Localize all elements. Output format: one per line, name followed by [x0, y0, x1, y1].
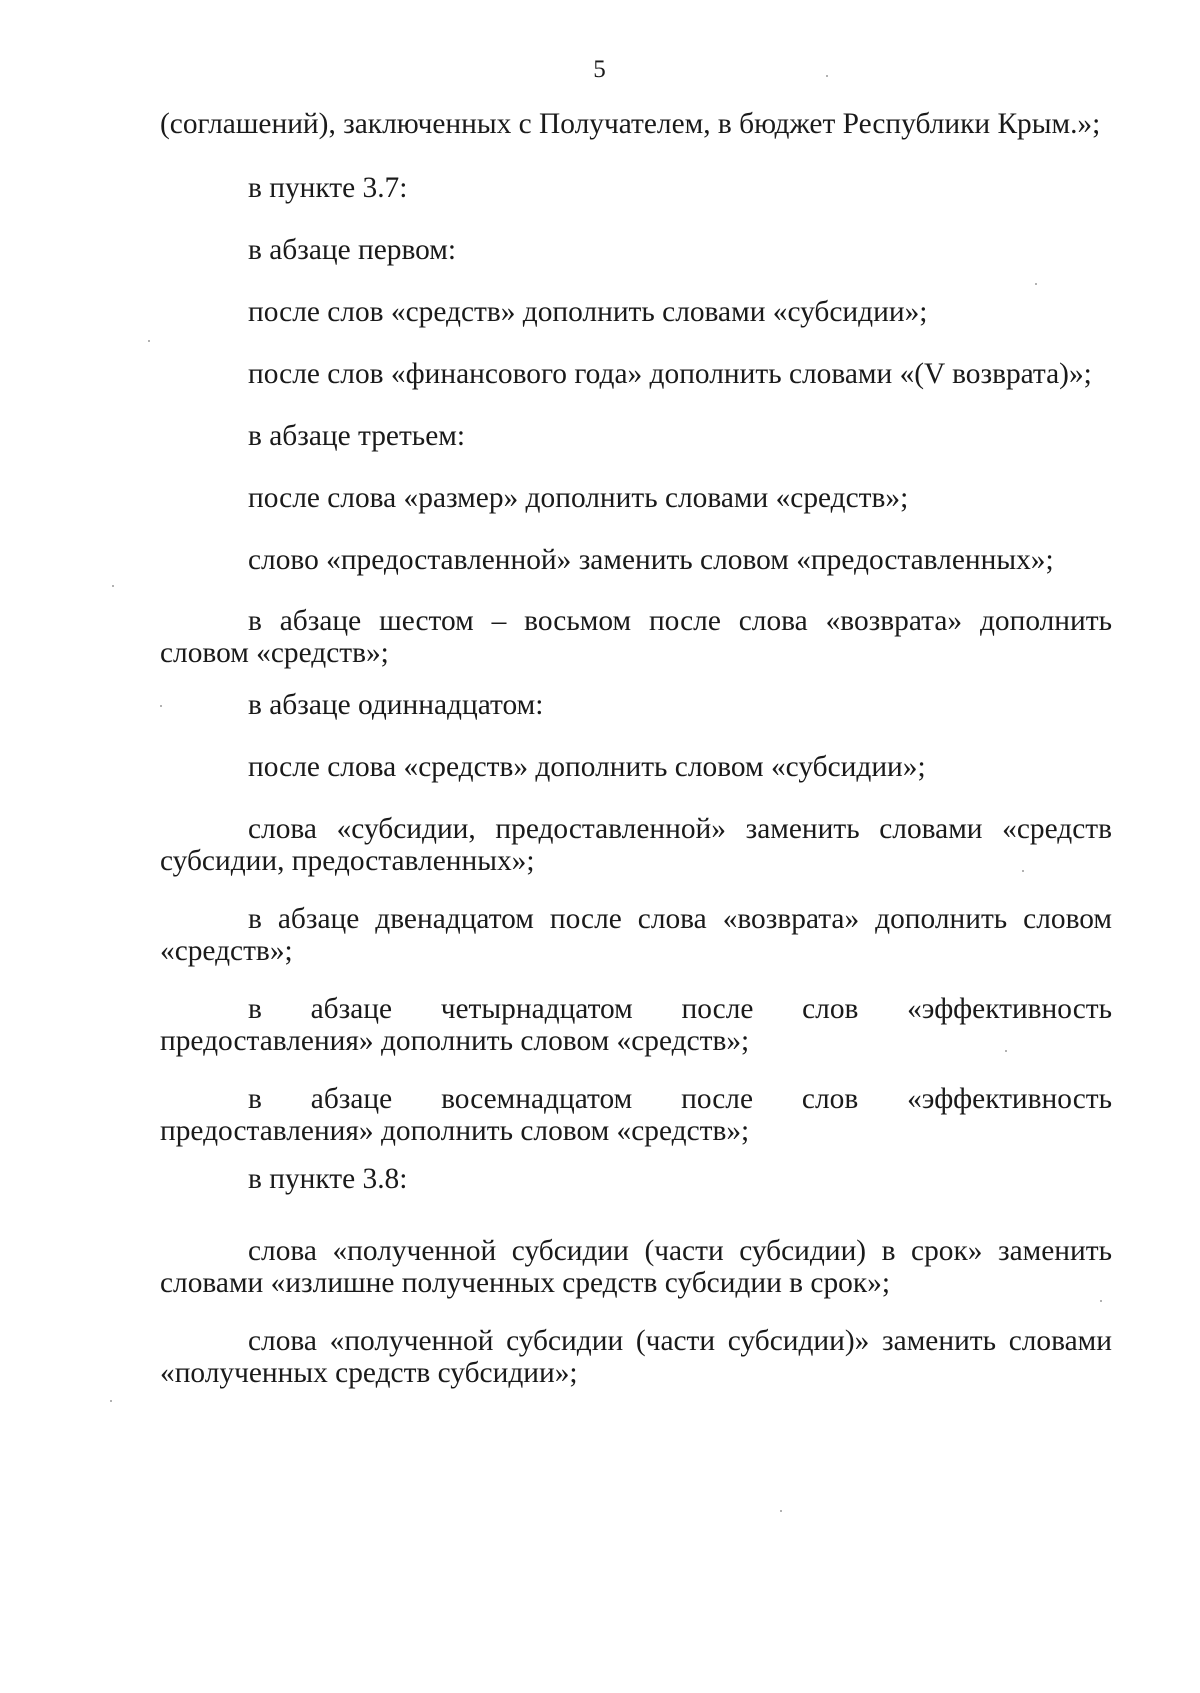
paragraph-amendment: в абзаце двенадцатом после слова «возврата» дополнить словом «средств»; [160, 903, 1112, 967]
paragraph-amendment: после слов «средств» дополнить словами «субсидии»; [248, 296, 928, 328]
paragraph-first-abzac: в абзаце первом: [248, 234, 457, 266]
paragraph-amendment: в абзаце восемнадцатом после слов «эффективность предоставления» дополнить словом «средств»; [160, 1083, 1112, 1147]
scan-speck [780, 1510, 782, 1512]
paragraph-item-3-7: в пункте 3.7: [248, 172, 408, 204]
paragraph-eleventh-abzac: в абзаце одиннадцатом: [248, 689, 544, 721]
paragraph-amendment: в абзаце шестом – восьмом после слова «возврата» дополнить словом «средств»; [160, 605, 1112, 669]
paragraph-third-abzac: в абзаце третьем: [248, 420, 466, 452]
paragraph-amendment: после слов «финансового года» дополнить словами «(V возврата)»; [248, 358, 1092, 390]
paragraph-amendment: слова «полученной субсидии (части субсидии) в срок» заменить словами «излишне полученных средств субсидии в срок»; [160, 1235, 1112, 1299]
paragraph-amendment: слова «полученной субсидии (части субсидии)» заменить словами «полученных средств субсидии»; [160, 1325, 1112, 1389]
page-number: 5 [593, 56, 607, 83]
paragraph-amendment: слово «предоставленной» заменить словом «предоставленных»; [248, 544, 1054, 576]
paragraph-amendment: после слова «средств» дополнить словом «субсидии»; [248, 751, 926, 783]
scan-speck [1035, 283, 1037, 285]
scan-speck [160, 705, 162, 707]
scan-speck [110, 1400, 112, 1402]
paragraph-amendment: после слова «размер» дополнить словами «средств»; [248, 482, 909, 514]
paragraph-amendment: слова «субсидии, предоставленной» заменить словами «средств субсидии, предоставленных»; [160, 813, 1112, 877]
scan-speck [826, 75, 828, 77]
paragraph-item-3-8: в пункте 3.8: [248, 1163, 408, 1195]
scan-speck [148, 340, 150, 342]
scan-speck [1005, 1050, 1007, 1052]
scan-speck [1100, 1300, 1102, 1302]
scan-speck [1022, 870, 1024, 872]
paragraph-amendment: в абзаце четырнадцатом после слов «эффективность предоставления» дополнить словом «средств»; [160, 993, 1112, 1057]
paragraph-continuation: (соглашений), заключенных с Получателем, в бюджет Республики Крым.»; [160, 108, 1101, 140]
scan-speck [112, 585, 114, 587]
